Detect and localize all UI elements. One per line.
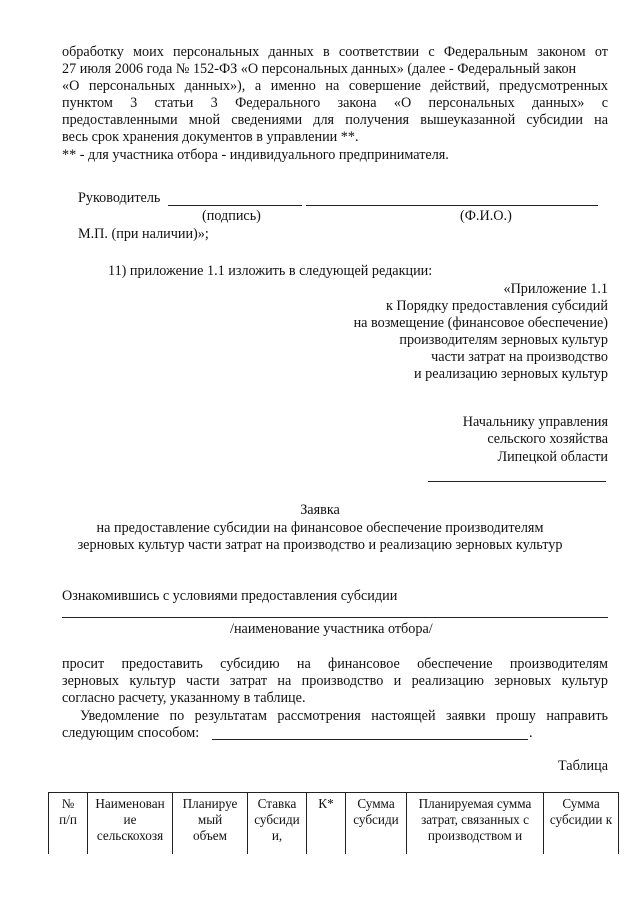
addressee-2: сельского хозяйства <box>487 431 608 447</box>
table-label: Таблица <box>557 758 608 774</box>
name-line <box>306 205 598 206</box>
table-header-row <box>49 793 619 855</box>
request-line-1: просит предоставить субсидию на финансовое обеспечение производителям <box>62 656 608 672</box>
col-header-volume: Планируе мый объем <box>173 793 248 855</box>
notification-suffix: . <box>529 725 533 741</box>
request-line-2: зерновых культур части затрат на производство и реализацию зерновых культур <box>62 673 608 689</box>
appendix-header-5: части затрат на производство <box>431 349 608 365</box>
col-header-subsidy-sum: Сумма субсиди <box>346 793 407 855</box>
subsidy-table <box>48 792 619 854</box>
head-label: Руководитель <box>78 190 161 206</box>
notification-prefix: следующим способом: <box>62 725 200 741</box>
sign-caption: (подпись) <box>202 208 261 224</box>
application-subtitle-1: на предоставление субсидии на финансовое обеспечение производителям <box>96 520 544 536</box>
consent-line-6: весь срок хранения документов в управлении **. <box>62 129 359 145</box>
notification-line-1: Уведомление по результатам рассмотрения настоящей заявки прошу направить <box>80 708 608 724</box>
consent-line-4: пунктом 3 статьи 3 Федерального закона «О персональных данных» с <box>62 95 608 111</box>
stamp-note: М.П. (при наличии)»; <box>78 226 209 242</box>
col-header-subsidy-total: Сумма субсидии к <box>544 793 619 855</box>
addressee-3: Липецкой области <box>497 449 608 465</box>
appendix-header-6: и реализацию зерновых культур <box>414 366 608 382</box>
participant-name-line <box>62 617 608 618</box>
col-header-rate: Ставка субсиди и, <box>248 793 307 855</box>
application-subtitle-2: зерновых культур части затрат на производство и реализацию зерновых культур <box>77 537 563 553</box>
request-line-3: согласно расчету, указанному в таблице. <box>62 690 306 706</box>
footnote: ** - для участника отбора - индивидуального предпринимателя. <box>62 147 449 163</box>
amendment-line: 11) приложение 1.1 изложить в следующей редакции: <box>108 263 433 279</box>
name-caption: (Ф.И.О.) <box>460 208 512 224</box>
col-header-number: № п/п <box>49 793 88 855</box>
addressee-name-line <box>428 481 606 482</box>
application-title: Заявка <box>300 502 340 518</box>
participant-caption: /наименование участника отбора/ <box>230 621 433 637</box>
consent-line-5: предоставленными мной сведениями для получения вышеуказанной субсидии на <box>62 112 608 128</box>
consent-line-2: 27 июля 2006 года № 152-ФЗ «О персональных данных» (далее - Федеральный закон <box>62 61 577 77</box>
appendix-header-3: на возмещение (финансовое обеспечение) <box>353 315 608 331</box>
appendix-header-1: «Приложение 1.1 <box>503 281 608 297</box>
consent-line-3: «О персональных данных»), а именно на совершение действий, предусмотренных <box>62 78 608 94</box>
appendix-header-4: производителям зерновых культур <box>399 332 608 348</box>
intro-line: Ознакомившись с условиями предоставления субсидии <box>62 588 398 604</box>
col-header-k: К* <box>307 793 346 855</box>
col-header-planned-costs: Планируемая сумма затрат, связанных с производством и <box>407 793 544 855</box>
notification-method-line <box>212 739 528 740</box>
appendix-header-2: к Порядку предоставления субсидий <box>385 298 608 314</box>
consent-line-1: обработку моих персональных данных в соответствии с Федеральным законом от <box>62 44 608 60</box>
signature-line <box>168 205 302 206</box>
col-header-name: Наименован ие сельскохозя <box>88 793 173 855</box>
addressee-1: Начальнику управления <box>462 414 608 430</box>
